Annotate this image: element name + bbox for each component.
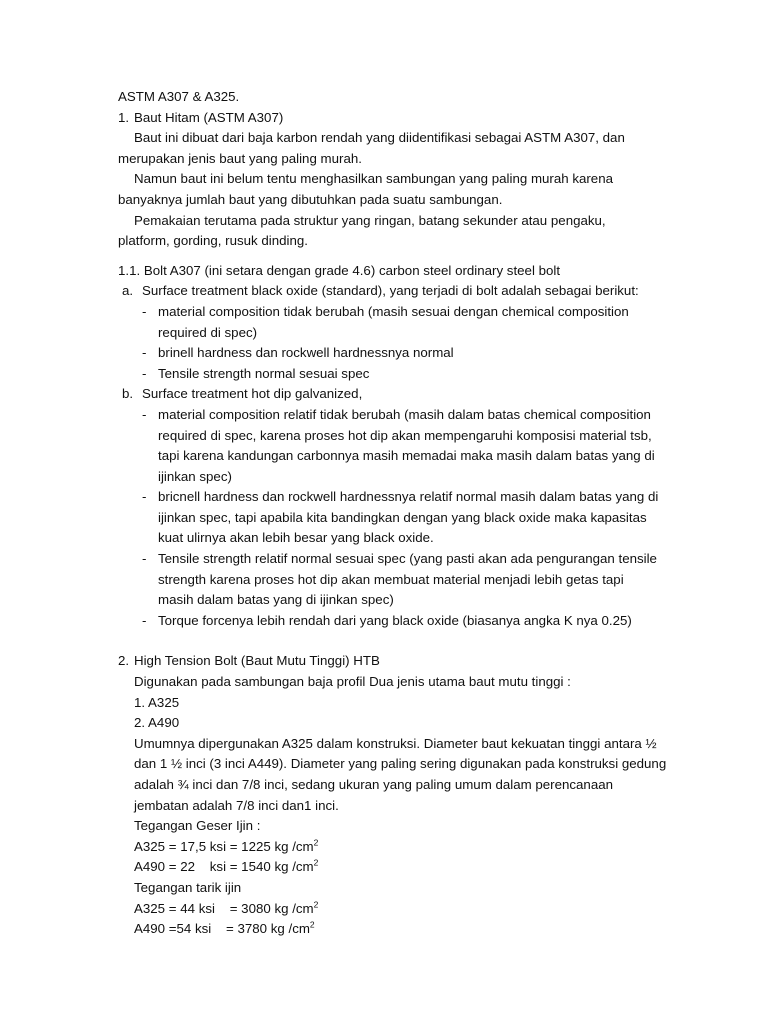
spacer — [118, 252, 658, 261]
superscript: 2 — [309, 919, 315, 930]
bullet-line: tapi karena kandungan carbonnya masih memadai maka masih dalam batas yang di — [158, 448, 655, 464]
bullet-line: masih dalam batas yang di ijinkan spec) — [158, 592, 394, 608]
bullet-line: strength karena proses hot dip akan membuat material menjadi lebih getas tapi — [158, 571, 624, 587]
dash-bullet: - — [142, 612, 147, 628]
shear-value-text: A325 = 17,5 ksi = 1225 kg /cm — [134, 838, 314, 854]
section-1-paragraph-2 — [118, 169, 658, 210]
bullet-item — [142, 343, 658, 364]
superscript: 2 — [313, 899, 319, 910]
bullet-line: ijinkan spec) — [158, 468, 232, 484]
bullet-line: Torque forcenya lebih rendah dari yang black oxide (biasanya angka K nya 0.25) — [158, 612, 632, 628]
superscript: 2 — [313, 857, 319, 868]
section-1-title: Baut Hitam (ASTM A307) — [134, 109, 284, 125]
section-2-intro: Digunakan pada sambungan baja profil Dua jenis utama baut mutu tinggi : — [134, 674, 571, 690]
bullet-item — [142, 405, 658, 487]
tensile-value-text: A325 = 44 ksi = 3080 kg /cm — [134, 900, 314, 916]
paragraph-line: platform, gording, rusuk dinding. — [118, 233, 308, 249]
section-1-paragraph-3 — [118, 211, 658, 252]
shear-value-a490 — [134, 857, 658, 878]
bullet-line: required di spec) — [158, 324, 258, 340]
list-item-a — [122, 281, 658, 302]
section-1-paragraph-1 — [118, 128, 658, 169]
section-1-1-heading: 1.1. Bolt A307 (ini setara dengan grade 4.6) carbon steel ordinary steel bolt — [118, 262, 561, 278]
paragraph-line: jembatan adalah 7/8 inci dan1 inci. — [134, 797, 339, 813]
document-body — [118, 87, 667, 940]
superscript: 2 — [313, 837, 319, 848]
section-2-title: High Tension Bolt (Baut Mutu Tinggi) HTB — [134, 653, 380, 669]
bolt-type-item: 2. A490 — [134, 715, 180, 731]
section-2-paragraph — [134, 734, 667, 816]
bullet-line: material composition relatif tidak berubah (masih dalam batas chemical composition — [158, 406, 651, 422]
dash-bullet: - — [142, 551, 147, 567]
bolt-type-item: 1. A325 — [134, 694, 180, 710]
dash-bullet: - — [142, 489, 147, 505]
document-title: ASTM A307 & A325. — [118, 89, 240, 104]
bullet-line: Tensile strength normal sesuai spec — [158, 365, 370, 381]
tensile-value-text: A490 =54 ksi = 3780 kg /cm — [134, 921, 310, 937]
shear-value-text: A490 = 22 ksi = 1540 kg /cm — [134, 859, 314, 875]
section-1-number: 1. — [118, 109, 130, 125]
shear-stress-label: Tegangan Geser Ijin : — [134, 818, 261, 834]
shear-value-a325 — [134, 837, 658, 858]
paragraph-line: Baut ini dibuat dari baja karbon rendah yang diidentifikasi sebagai ASTM A307, dan — [134, 130, 625, 146]
list-item-b — [122, 384, 658, 405]
paragraph-line: Pemakaian terutama pada struktur yang ringan, batang sekunder atau pengaku, — [134, 212, 606, 228]
paragraph-line: Namun baut ini belum tentu menghasilkan sambungan yang paling murah karena — [134, 171, 613, 187]
paragraph-line: Umumnya dipergunakan A325 dalam konstruksi. Diameter baut kekuatan tinggi antara ½ — [134, 735, 657, 751]
dash-bullet: - — [142, 365, 147, 381]
list-marker-b: b. — [122, 386, 134, 402]
section-1-heading — [118, 108, 658, 129]
tensile-stress-label: Tegangan tarik ijin — [134, 879, 242, 895]
bullet-line: Tensile strength relatif normal sesuai spec (yang pasti akan ada pengurangan tensile — [158, 551, 657, 567]
bullet-item — [142, 364, 658, 385]
paragraph-line: merupakan jenis baut yang paling murah. — [118, 150, 362, 166]
dash-bullet: - — [142, 303, 147, 319]
bullet-item — [142, 302, 658, 343]
dash-bullet: - — [142, 345, 147, 361]
bullet-line: kuat ulirnya akan lebih besar yang black oxide. — [158, 530, 434, 546]
section-2-heading — [118, 651, 658, 672]
tensile-value-a490 — [134, 919, 658, 940]
bullet-line: bricnell hardness dan rockwell hardnessnya relatif normal masih dalam batas yang di — [158, 489, 659, 505]
section-2-number: 2. — [118, 653, 130, 669]
bullet-line: ijinkan spec, tapi apabila kita bandingkan dengan yang black oxide maka kapasitas — [158, 509, 647, 525]
bullet-item — [142, 611, 658, 632]
paragraph-line: banyaknya jumlah baut yang dibutuhkan pada suatu sambungan. — [118, 191, 503, 207]
list-item-a-text: Surface treatment black oxide (standard), yang terjadi di bolt adalah sebagai berikut: — [142, 283, 639, 299]
spacer — [118, 631, 658, 651]
bullet-line: brinell hardness dan rockwell hardnessnya normal — [158, 345, 454, 361]
paragraph-line: dan 1 ½ inci (3 inci A449). Diameter yang paling sering digunakan pada konstruksi gedung — [134, 756, 667, 772]
bullet-line: required di spec, karena proses hot dip akan mempengaruhi komposisi material tsb, — [158, 427, 652, 443]
list-item-b-text: Surface treatment hot dip galvanized, — [142, 386, 363, 402]
bullet-item — [142, 487, 658, 549]
dash-bullet: - — [142, 406, 147, 422]
section-2-body — [118, 672, 667, 940]
list-marker-a: a. — [122, 283, 134, 299]
bullet-line: material composition tidak berubah (masih sesuai dengan chemical composition — [158, 303, 629, 319]
tensile-value-a325 — [134, 899, 658, 920]
paragraph-line: adalah ¾ inci dan 7/8 inci, sedang ukuran yang paling umum dalam perencanaan — [134, 777, 614, 792]
bullet-item — [142, 549, 658, 611]
